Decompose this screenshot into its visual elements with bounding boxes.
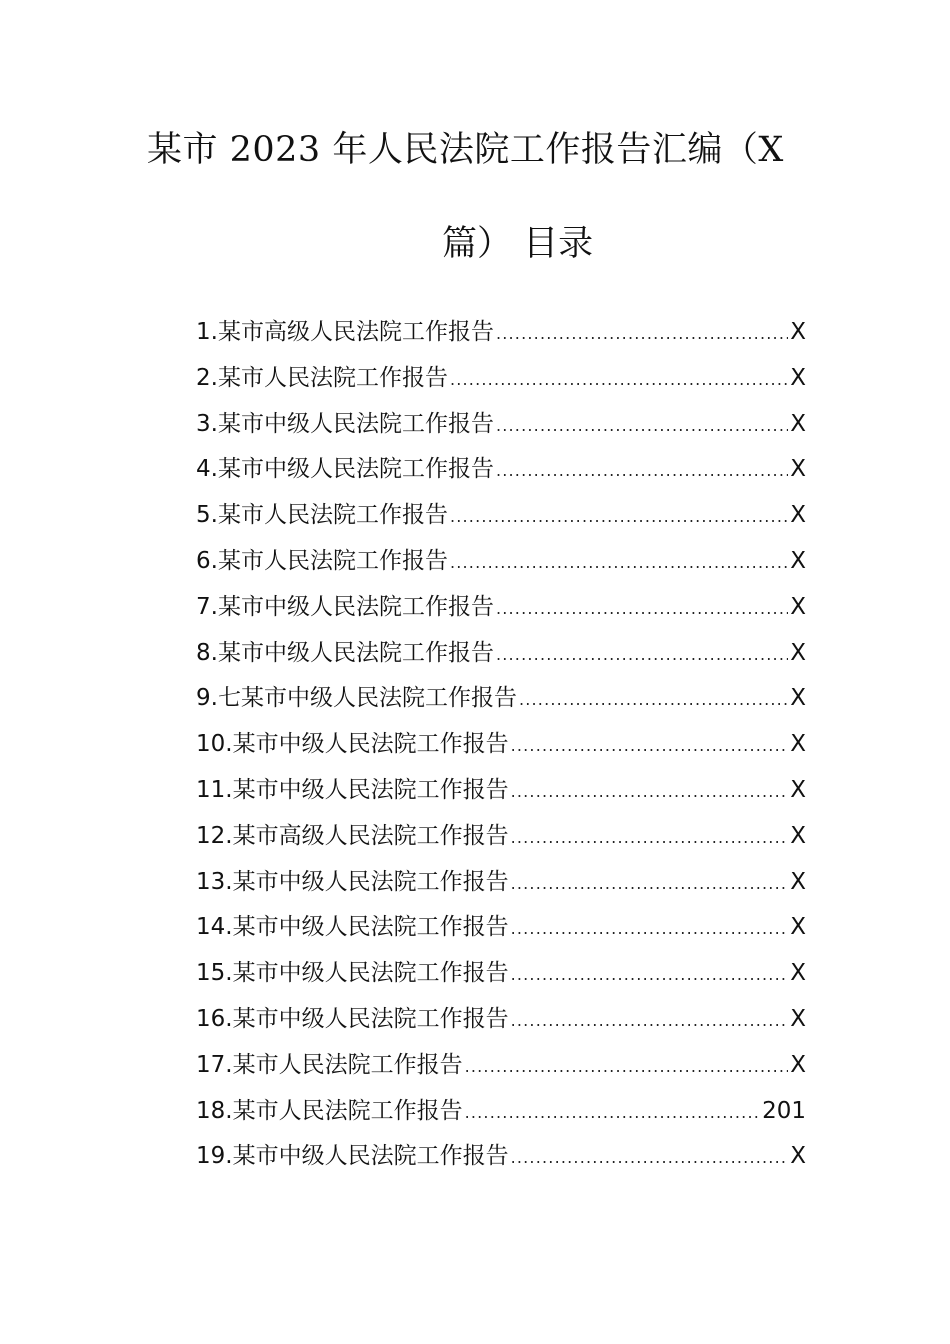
- toc-entry-number: 7.: [196, 593, 218, 620]
- toc-entry[interactable]: [196, 634, 806, 680]
- toc-entry-title: 某市中级人民法院工作报告: [217, 593, 494, 620]
- toc-entry-title: 某市中级人民法院工作报告: [232, 1143, 509, 1170]
- toc-entry-page-number: X: [790, 639, 806, 666]
- toc-entry-title: 某市中级人民法院工作报告: [217, 410, 494, 437]
- toc-entry[interactable]: [196, 405, 806, 451]
- toc-entry[interactable]: [196, 679, 806, 725]
- table-of-contents: [196, 313, 806, 1183]
- toc-dot-leader: [496, 416, 788, 435]
- toc-entry-title: 某市人民法院工作报告: [217, 502, 448, 529]
- toc-dot-leader: [450, 553, 788, 572]
- toc-dot-leader: [496, 645, 788, 664]
- toc-entry-page-number: 201: [762, 1097, 806, 1124]
- toc-entry-number: 10.: [196, 731, 233, 758]
- toc-entry-page-number: X: [790, 868, 806, 895]
- toc-entry-page-number: X: [790, 410, 806, 437]
- toc-entry-page-number: X: [790, 960, 806, 987]
- toc-entry-number: 11.: [196, 776, 233, 803]
- toc-dot-leader: [450, 370, 788, 389]
- toc-entry-number: 3.: [196, 410, 218, 437]
- toc-dot-leader: [511, 1148, 789, 1167]
- toc-entry[interactable]: [196, 588, 806, 634]
- toc-entry[interactable]: [196, 1000, 806, 1046]
- toc-entry[interactable]: [196, 313, 806, 359]
- toc-entry[interactable]: [196, 771, 806, 817]
- toc-entry-title: 某市中级人民法院工作报告: [232, 868, 509, 895]
- toc-entry-title: 七某市中级人民法院工作报告: [217, 685, 517, 712]
- toc-entry[interactable]: [196, 1137, 806, 1183]
- toc-entry-number: 16.: [196, 1005, 233, 1032]
- toc-entry-page-number: X: [790, 319, 806, 345]
- toc-entry-number: 13.: [196, 868, 233, 895]
- toc-entry-number: 1.: [196, 319, 218, 345]
- toc-entry-number: 6.: [196, 547, 218, 574]
- toc-entry-title: 某市中级人民法院工作报告: [232, 914, 509, 941]
- toc-entry-number: 2.: [196, 364, 218, 391]
- toc-entry-page-number: X: [790, 1051, 806, 1078]
- toc-entry-number: 12.: [196, 822, 233, 849]
- toc-dot-leader: [519, 690, 788, 709]
- toc-entry-number: 19.: [196, 1143, 233, 1170]
- toc-entry-number: 18.: [196, 1097, 233, 1124]
- toc-entry-page-number: X: [790, 685, 806, 712]
- toc-dot-leader: [511, 736, 789, 755]
- toc-entry-page-number: X: [790, 593, 806, 620]
- toc-entry-page-number: X: [790, 456, 806, 483]
- toc-entry-page-number: X: [790, 1005, 806, 1032]
- toc-dot-leader: [511, 919, 789, 938]
- toc-entry-page-number: X: [790, 822, 806, 849]
- toc-entry[interactable]: [196, 725, 806, 771]
- toc-entry-number: 9.: [196, 685, 218, 712]
- toc-dot-leader: [465, 1057, 789, 1076]
- toc-dot-leader: [450, 507, 788, 526]
- toc-entry-title: 某市中级人民法院工作报告: [217, 639, 494, 666]
- toc-dot-leader: [511, 828, 789, 847]
- toc-entry-number: 4.: [196, 456, 218, 483]
- toc-entry-page-number: X: [790, 502, 806, 529]
- toc-entry-title: 某市中级人民法院工作报告: [232, 960, 509, 987]
- toc-dot-leader: [465, 1103, 761, 1122]
- toc-entry-title: 某市中级人民法院工作报告: [217, 456, 494, 483]
- toc-entry[interactable]: [196, 954, 806, 1000]
- toc-entry-page-number: X: [790, 547, 806, 574]
- toc-dot-leader: [496, 599, 788, 618]
- toc-entry-title: 某市中级人民法院工作报告: [232, 731, 509, 758]
- toc-entry-title: 某市人民法院工作报告: [217, 547, 448, 574]
- toc-entry[interactable]: [196, 496, 806, 542]
- toc-entry-title: 某市高级人民法院工作报告: [217, 319, 494, 345]
- toc-entry-number: 15.: [196, 960, 233, 987]
- toc-entry-title: 某市中级人民法院工作报告: [232, 776, 509, 803]
- toc-entry-title: 某市人民法院工作报告: [217, 364, 448, 391]
- toc-dot-leader: [511, 1011, 789, 1030]
- toc-entry-title: 某市人民法院工作报告: [232, 1051, 463, 1078]
- toc-entry-title: 某市高级人民法院工作报告: [232, 822, 509, 849]
- toc-entry-title: 某市人民法院工作报告: [232, 1097, 463, 1124]
- toc-entry[interactable]: [196, 1046, 806, 1092]
- toc-entry-page-number: X: [790, 364, 806, 391]
- toc-entry[interactable]: [196, 359, 806, 405]
- toc-entry[interactable]: [196, 863, 806, 909]
- toc-entry-page-number: X: [790, 1143, 806, 1170]
- toc-entry[interactable]: [196, 450, 806, 496]
- toc-dot-leader: [496, 324, 788, 343]
- toc-dot-leader: [511, 965, 789, 984]
- document-title-line-2: 篇） 目录: [442, 224, 594, 264]
- toc-entry[interactable]: [196, 908, 806, 954]
- toc-entry-page-number: X: [790, 914, 806, 941]
- toc-dot-leader: [511, 782, 789, 801]
- toc-entry-number: 5.: [196, 502, 218, 529]
- toc-entry-number: 14.: [196, 914, 233, 941]
- toc-entry-number: 8.: [196, 639, 218, 666]
- toc-entry-title: 某市中级人民法院工作报告: [232, 1005, 509, 1032]
- toc-entry-number: 17.: [196, 1051, 233, 1078]
- document-title-line-1: 某市 2023 年人民法院工作报告汇编（X: [147, 130, 784, 170]
- toc-entry[interactable]: [196, 1092, 806, 1138]
- toc-entry[interactable]: [196, 542, 806, 588]
- toc-entry-page-number: X: [790, 776, 806, 803]
- toc-entry-page-number: X: [790, 731, 806, 758]
- toc-entry[interactable]: [196, 817, 806, 863]
- toc-dot-leader: [496, 461, 788, 480]
- toc-dot-leader: [511, 874, 789, 893]
